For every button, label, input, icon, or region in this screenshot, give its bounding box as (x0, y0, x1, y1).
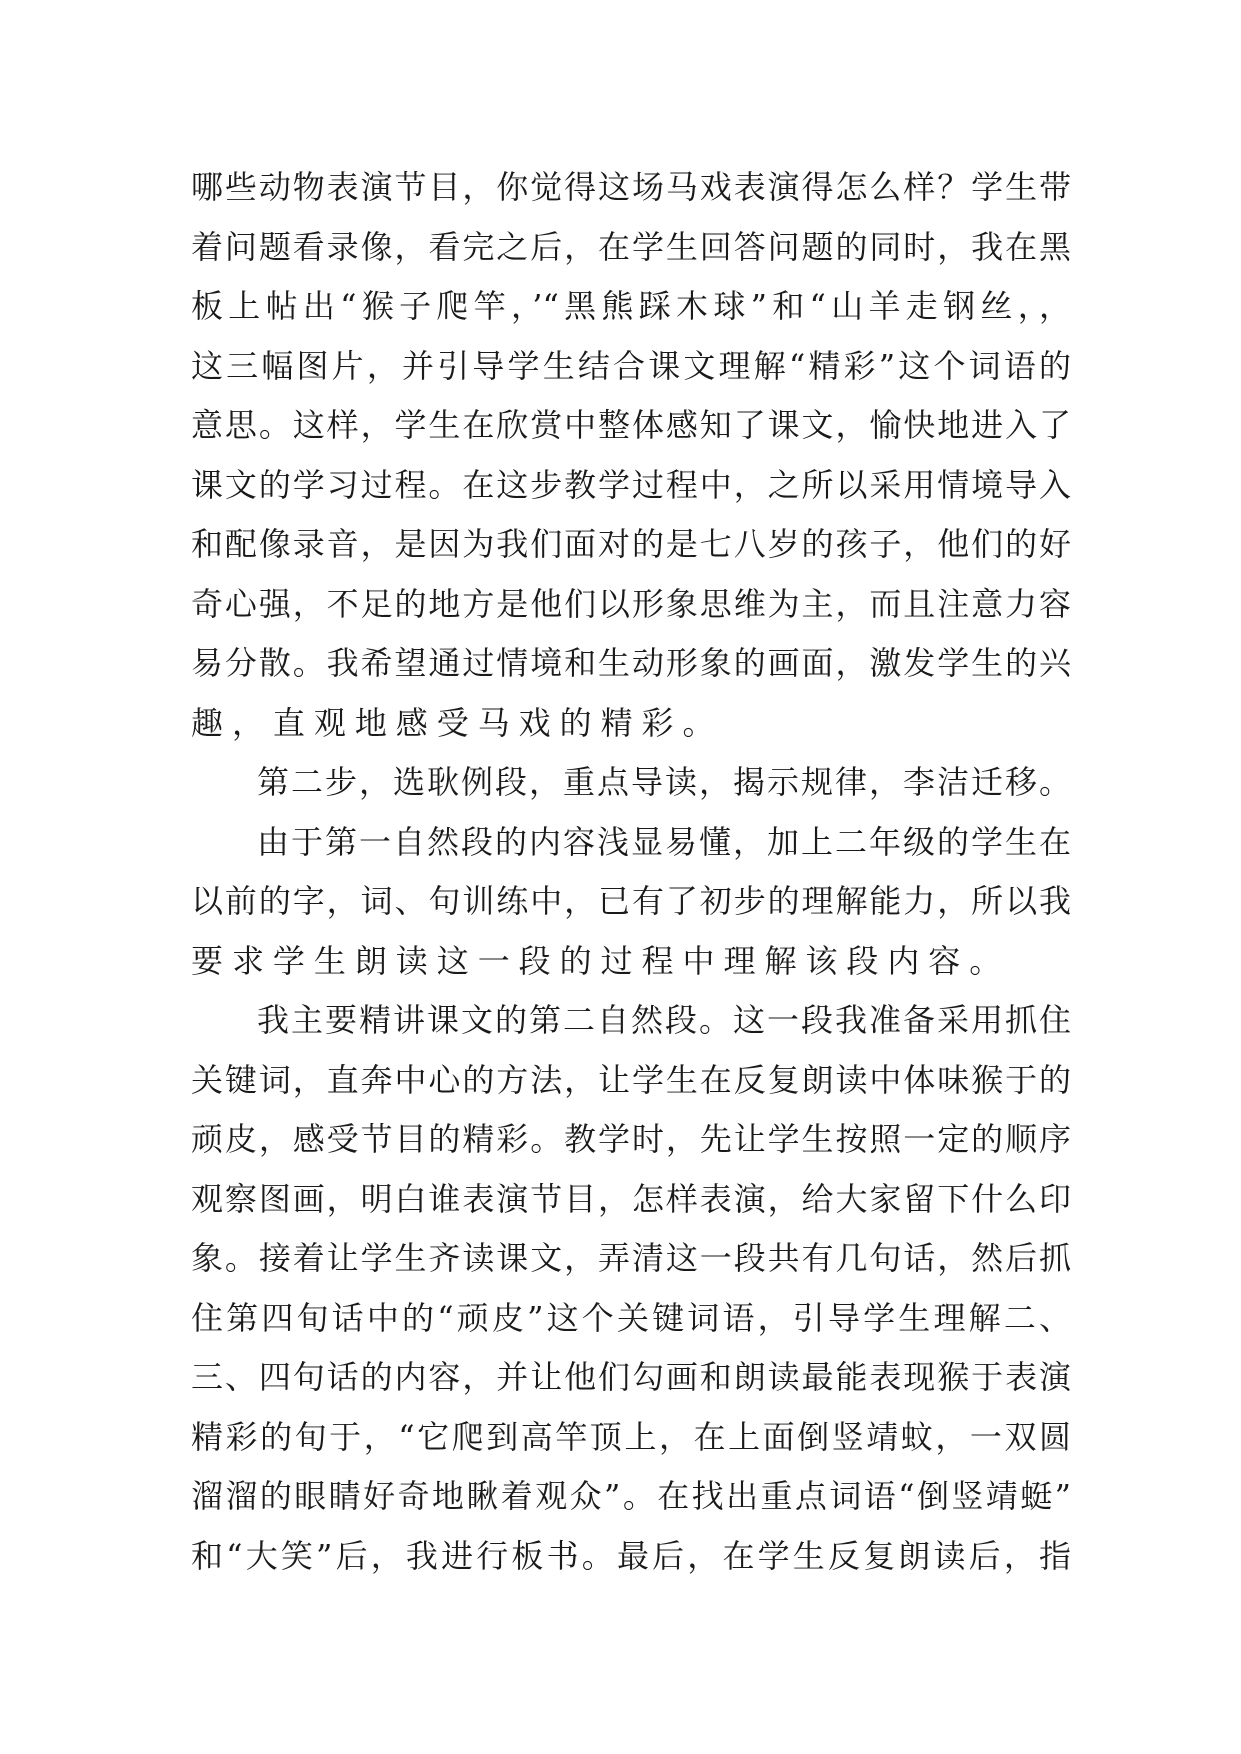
text-line: 以前的字，词、句训练中，已有了初步的理解能力，所以我 (191, 882, 1071, 920)
text-line: 象。接着让学生齐读课文，弄清这一段共有几句话，然后抓 (191, 1239, 1071, 1277)
text-line: 和“大笑”后，我进行板书。最后，在学生反复朗读后，指 (191, 1536, 1071, 1575)
text-line: 住第四旬话中的“顽皮”这个关键词语，引导学生理解二、 (191, 1298, 1071, 1337)
text-line: 三、四句话的内容，并让他们勾画和朗读最能表现猴于表演 (191, 1358, 1071, 1396)
paragraph-start: 我主要精讲课文的第二自然段。这一段我准备采用抓住 (257, 1001, 1071, 1039)
text-line: 溜溜的眼睛好奇地瞅着观众”。在找出重点词语“倒竖靖蜓” (191, 1477, 1071, 1515)
text-line: 着问题看录像，看完之后，在学生回答问题的同时，我在黑 (191, 227, 1071, 266)
text-line: 易分散。我希望通过情境和生动形象的画面，激发学生的兴 (191, 644, 1071, 682)
text-line: 哪些动物表演节目，你觉得这场马戏表演得怎么样？学生带 (191, 168, 1071, 206)
text-line: 这三幅图片，并引导学生结合课文理解“精彩”这个词语的 (191, 346, 1071, 385)
document-body (191, 158, 1071, 1586)
text-line: 奇心强，不足的地方是他们以形象思维为主，而且注意力容 (191, 584, 1071, 623)
text-line: 关键词，直奔中心的方法，让学生在反复朗读中体味猴于的 (191, 1060, 1071, 1099)
text-line: 和配像录音，是因为我们面对的是七八岁的孩子，他们的好 (191, 525, 1071, 563)
paragraph-start: 由于第一自然段的内容浅显易懂，加上二年级的学生在 (257, 822, 1071, 861)
text-line: 意思。这样，学生在欣赏中整体感知了课文，愉快地进入了 (191, 406, 1071, 444)
text-line: 顽皮，感受节目的精彩。教学时，先让学生按照一定的顺序 (191, 1120, 1071, 1158)
step-heading: 第二步，选耿例段，重点导读，揭示规律，李洁迁移。 (257, 763, 1071, 801)
text-line: 观察图画，明白谁表演节目，怎样表演，给大家留下什么印 (191, 1179, 1071, 1218)
text-line: 板上帖出“猴子爬竿，’“黑熊踩木球”和“山羊走钢丝，， (191, 287, 1071, 325)
text-line: 课文的学习过程。在这步教学过程中，之所以采用情境导入 (191, 465, 1071, 504)
text-line: 要求学生朗读这一段的过程中理解该段内容。 (191, 941, 1011, 980)
text-line: 趣，直观地感受马戏的精彩。 (191, 703, 724, 742)
text-line: 精彩的旬于，“它爬到高竿顶上，在上面倒竖靖蚊，一双圆 (191, 1417, 1071, 1456)
